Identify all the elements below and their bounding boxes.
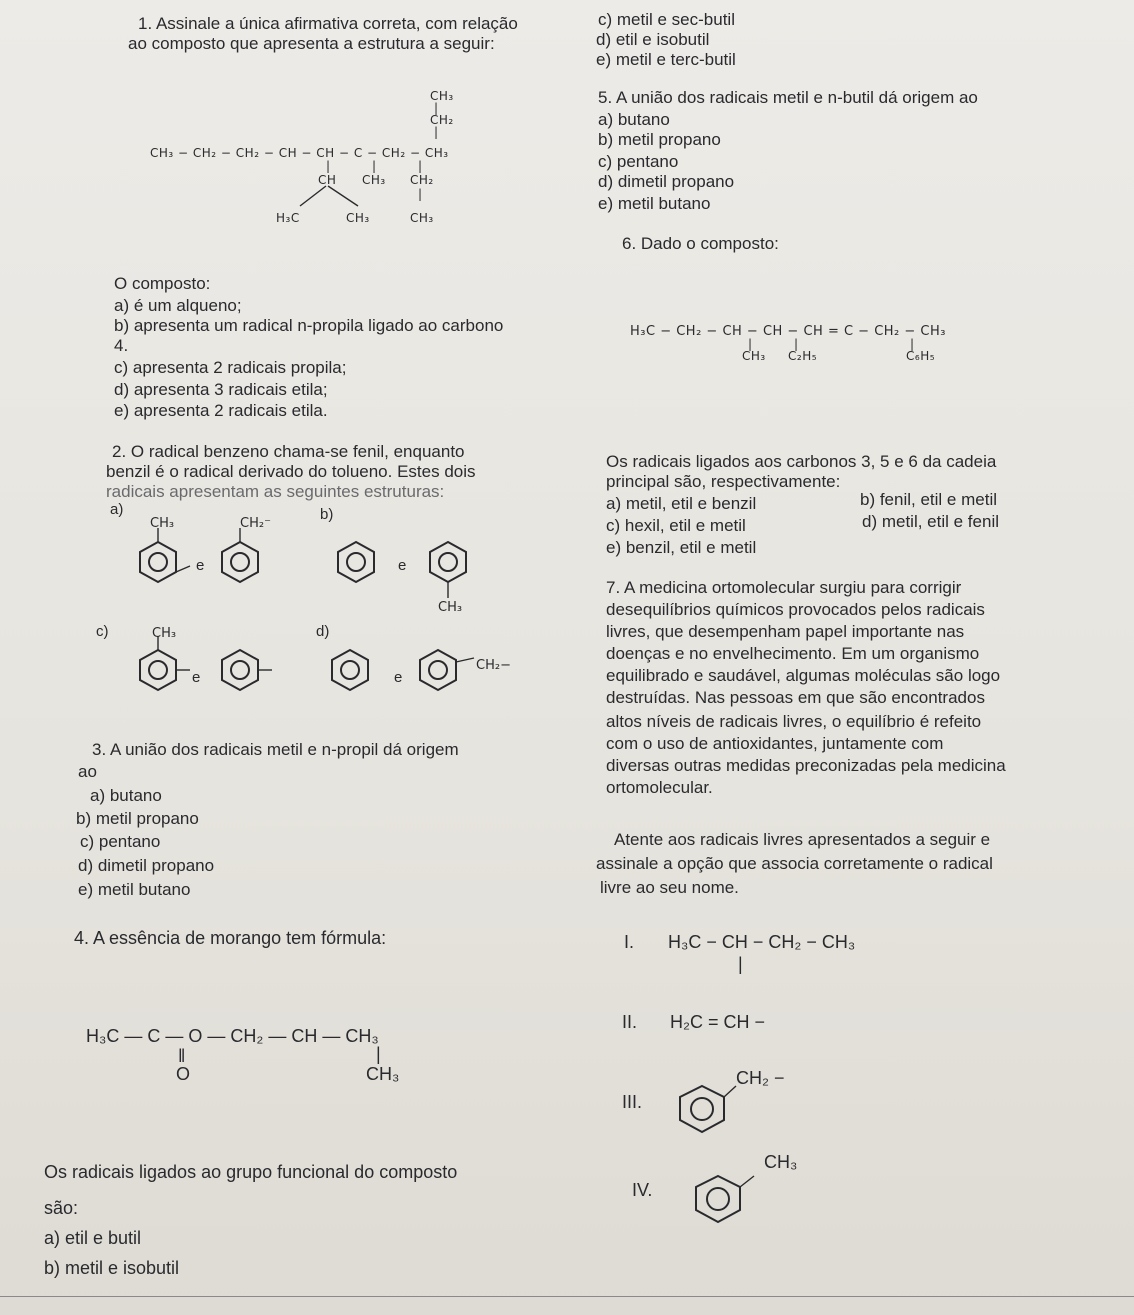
q3-option-c: c) pentano: [80, 832, 161, 851]
q7-item-ii-formula: H₂C = CH −: [670, 1012, 766, 1032]
q1-formula-sub2: CH₃: [362, 173, 386, 187]
q7-text-line6: destruídas. Nas pessoas em que são encontrados: [606, 688, 985, 707]
q3-stem-line1: 3. A união dos radicais metil e n-propil dá origem: [92, 740, 459, 759]
q7-text-line1: 7. A medicina ortomolecular surgiu para corrigir: [606, 578, 962, 597]
q2-stem-line2: benzil é o radical derivado do tolueno. Estes dois: [106, 462, 476, 481]
q7-text-line2: desequilíbrios químicos provocados pelos radicais: [606, 600, 985, 619]
q5-option-c: c) pentano: [598, 152, 679, 171]
q3-option-d: d) dimetil propano: [78, 856, 215, 875]
q6-option-e: e) benzil, etil e metil: [606, 538, 757, 557]
q7-item-i-formula: H₃C − CH − CH₂ − CH₃: [668, 932, 856, 952]
q1-formula-bot1: H₃C: [276, 211, 300, 225]
q5-stem: 5. A união dos radicais metil e n-butil dá origem ao: [598, 88, 978, 107]
q5-option-d: d) dimetil propano: [598, 172, 735, 191]
q2-d-ch2: CH₂−: [476, 658, 511, 673]
q1-formula-bot3: CH₃: [410, 211, 434, 225]
q7-item-iii-label: III.: [622, 1092, 643, 1112]
q2-sep-e: e: [196, 557, 205, 574]
q1-bond: |: [372, 159, 377, 173]
q4-option-e: e) metil e terc-butil: [596, 50, 736, 69]
q6-stem: 6. Dado o composto:: [622, 234, 779, 253]
q6-formula-sub1: CH₃: [742, 349, 766, 363]
q6-bond: |: [748, 337, 753, 351]
q4-formula-main: H₃C — C — O — CH₂ — CH — CH₃: [86, 1026, 379, 1046]
q4-formula-double-bond: ‖: [178, 1046, 186, 1066]
q7-item-iii-benzene-icon: [676, 1080, 766, 1150]
q7-text-line7: altos níveis de radicais livres, o equilíbrio é refeito: [606, 712, 982, 731]
q4-formula-oxygen: O: [176, 1064, 191, 1084]
q7-text-line5: equilibrado e saudável, algumas moléculas são logo: [606, 666, 1001, 685]
q6-bond: |: [910, 337, 915, 351]
q1-formula-top1: CH₃: [430, 89, 454, 103]
q2-stem-line1: 2. O radical benzeno chama-se fenil, enquanto: [112, 442, 465, 461]
q4-option-b: b) metil e isobutil: [44, 1258, 180, 1278]
q7-text-line4: doenças e no envelhecimento. Em um organismo: [606, 644, 980, 663]
q7-text-line3: livres, que desempenham papel importante nas: [606, 622, 965, 641]
q1-option-c: c) apresenta 2 radicais propila;: [114, 358, 347, 377]
q1-formula-sub3: CH₂: [410, 173, 434, 187]
q6-option-b: b) fenil, etil e metil: [860, 490, 997, 509]
q7-instruction-line2: assinale a opção que associa corretamente o radical: [596, 854, 993, 873]
q6-formula-main: H₃C − CH₂ − CH − CH − CH = C − CH₂ − CH₃: [630, 324, 946, 339]
q1-option-e: e) apresenta 2 radicais etila.: [114, 401, 328, 420]
q3-option-a: a) butano: [90, 786, 162, 805]
q7-item-iv-group: CH₃: [764, 1152, 798, 1172]
q1-bond: |: [418, 159, 423, 173]
q2-sep-e: e: [398, 557, 407, 574]
q1-formula-top2: CH₂: [430, 113, 454, 127]
q6-question-line2: principal são, respectivamente:: [606, 472, 841, 491]
q1-option-b-cont: 4.: [114, 336, 129, 355]
q5-option-a: a) butano: [598, 110, 670, 129]
q1-stem-line2: ao composto que apresenta a estrutura a seguir:: [128, 34, 495, 53]
q1-bond: |: [418, 187, 423, 201]
q2-stem-line3: radicais apresentam as seguintes estruturas:: [106, 482, 445, 501]
q7-item-iii-group: CH₂ −: [736, 1068, 785, 1088]
q7-text-line10: ortomolecular.: [606, 778, 713, 797]
q7-item-i-label: I.: [624, 932, 635, 952]
q4-option-c: c) metil e sec-butil: [598, 10, 735, 29]
q7-item-iv-label: IV.: [632, 1180, 653, 1200]
q4-stem: 4. A essência de morango tem fórmula:: [74, 928, 387, 948]
q4-question-line1: Os radicais ligados ao grupo funcional do composto: [44, 1162, 458, 1182]
q5-option-e: e) metil butano: [598, 194, 711, 213]
q2-c-ch3: CH₃: [152, 626, 177, 641]
q2-label-a: a): [110, 501, 124, 518]
q2-label-c: c): [96, 623, 109, 640]
q2-b-ch3: CH₃: [438, 600, 463, 615]
q1-option-d: d) apresenta 3 radicais etila;: [114, 380, 328, 399]
q1-lead: O composto:: [114, 274, 211, 293]
q3-stem-line2: ao: [78, 762, 97, 781]
page-bottom-rule: [0, 1296, 1134, 1297]
q1-bond: |: [434, 101, 439, 115]
benzene-ring-icons-row2: [120, 636, 540, 716]
q1-formula-main: CH₃ − CH₂ − CH₂ − CH − CH − C − CH₂ − CH₃: [150, 146, 449, 160]
q6-formula-sub3: C₆H₅: [906, 349, 936, 363]
q6-question-line1: Os radicais ligados aos carbonos 3, 5 e 6 da cadeia: [606, 452, 997, 471]
q3-option-b: b) metil propano: [76, 809, 199, 828]
q1-bond: |: [326, 159, 331, 173]
benzene-ring-icons-row1: [120, 528, 540, 638]
q7-instruction-line3: livre ao seu nome.: [600, 878, 739, 897]
q2-label-b: b): [320, 506, 334, 523]
q7-instruction-line1: Atente aos radicais livres apresentados a seguir e: [614, 830, 991, 849]
q2-sep-e: e: [394, 669, 403, 686]
q7-item-iv-benzene-icon: [688, 1170, 778, 1240]
q7-item-i-bond: |: [738, 954, 743, 974]
q1-formula-bot2: CH₃: [346, 211, 370, 225]
q2-sep-e: e: [192, 669, 201, 686]
q1-option-b: b) apresenta um radical n-propila ligado ao carbono: [114, 316, 504, 335]
q4-formula-ch3: CH₃: [366, 1064, 400, 1084]
q3-option-e: e) metil butano: [78, 880, 191, 899]
q2-a-ch2: CH₂⁻: [240, 516, 271, 531]
q1-option-a: a) é um alqueno;: [114, 296, 242, 315]
q7-text-line9: diversas outras medidas preconizadas pela medicina: [606, 756, 1006, 775]
q4-question-line2: são:: [44, 1198, 79, 1218]
q6-option-c: c) hexil, etil e metil: [606, 516, 746, 535]
q6-option-d: d) metil, etil e fenil: [862, 512, 999, 531]
q6-bond: |: [794, 337, 799, 351]
q4-bond: |: [376, 1044, 381, 1064]
q4-option-a: a) etil e butil: [44, 1228, 142, 1248]
q1-bond: |: [434, 125, 439, 139]
q6-formula-sub2: C₂H₅: [788, 349, 818, 363]
q7-item-ii-label: II.: [622, 1012, 638, 1032]
q6-option-a: a) metil, etil e benzil: [606, 494, 757, 513]
q7-text-line8: com o uso de antioxidantes, juntamente com: [606, 734, 944, 753]
q2-label-d: d): [316, 623, 330, 640]
q1-formula-sub1: CH: [318, 173, 337, 187]
q5-option-b: b) metil propano: [598, 130, 721, 149]
q2-a-ch3: CH₃: [150, 516, 175, 531]
q4-option-d: d) etil e isobutil: [596, 30, 710, 49]
q1-stem-line1: 1. Assinale a única afirmativa correta, com relação: [138, 14, 518, 33]
